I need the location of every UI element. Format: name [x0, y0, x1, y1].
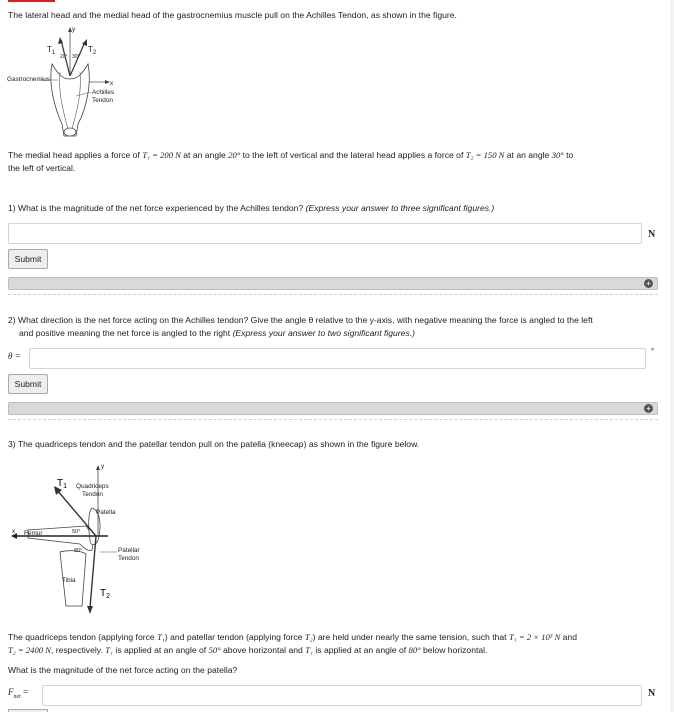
- fig2-tibia-label: Tibia: [62, 577, 76, 584]
- problem1-description: The medial head applies a force of T₁ = 200 N at an angle 20° to the left of vertical and the lateral head applies a force of T₂ = 150 N at an angle 30° to the left of vertical.: [8, 150, 574, 173]
- intro-text: The lateral head and the medial head of the gastrocnemius muscle pull on the Achilles Tendon, as shown in the figure.: [8, 10, 457, 20]
- fig2-quad-label-2: Tendon: [82, 491, 103, 498]
- problem3-description: The quadriceps tendon (applying force T₁) and patellar tendon (applying force T₂) are held under nearly the same tension, such that T₁ = 2 × 10³ N and T₂ = 2400 N, respectively. T₁ is applied at an angle of 50° above horizontal and T₁ is applied at an angle of 80° below horizontal.: [8, 632, 577, 655]
- fnet-unit: N: [648, 688, 656, 699]
- fig2-angle-bottom: 80°: [74, 548, 83, 554]
- fig2-patellar-label-2: Tendon: [118, 555, 139, 562]
- fig1-t2-label: $T_2$: [88, 45, 97, 56]
- q1-submit-button[interactable]: Submit: [8, 249, 48, 269]
- q2-divider: [8, 419, 658, 420]
- expand-icon[interactable]: +: [644, 279, 653, 288]
- fig1-t1-label: $T_1$: [47, 45, 56, 56]
- fig1-tendon-label-2: Tendon: [92, 97, 113, 104]
- fig1-angle-left: 20°: [60, 54, 68, 60]
- fnet-label: $F_{net}$ =: [8, 687, 29, 700]
- q1-unit: N: [648, 229, 656, 240]
- q1-answer-input[interactable]: [8, 223, 642, 244]
- figure-patella: [0, 456, 170, 616]
- q1-divider: [8, 294, 658, 295]
- fig2-patellar-label-1: Patellar: [118, 547, 140, 554]
- fig1-angle-right: 30°: [72, 54, 80, 60]
- fig1-muscle-label: Gastrocnemius: [7, 76, 50, 83]
- fig2-y-label: y: [101, 463, 105, 470]
- top-accent: [8, 0, 55, 2]
- fig2-femur-label: Femur: [24, 530, 43, 537]
- scrollbar-track[interactable]: [670, 0, 674, 712]
- q2-submit-button[interactable]: Submit: [8, 374, 48, 394]
- q2-prompt: 2) What direction is the net force acting on the Achilles tendon? Give the angle θ relative to the y-axis, with negative meaning the force is angled to the left and positive meaning the net force is angled to the right (Express your answer to two significant figures.): [8, 315, 593, 338]
- fig1-x-label: x: [110, 80, 114, 87]
- fnet-answer-input[interactable]: [42, 685, 642, 706]
- q2-unit: °: [651, 347, 655, 356]
- q3-prompt: 3) The quadriceps tendon and the patellar tendon pull on the patella (kneecap) as shown in the figure below.: [8, 439, 420, 449]
- q2-answer-input[interactable]: [29, 348, 646, 369]
- problem3-question: What is the magnitude of the net force acting on the patella?: [8, 665, 238, 675]
- fig1-tendon-label-1: Achilles: [92, 89, 115, 96]
- q1-prompt: 1) What is the magnitude of the net force experienced by the Achilles tendon? (Express your answer to three significant figures.): [8, 203, 495, 213]
- fig2-patella-label: Patella: [96, 509, 116, 516]
- fig2-t2-label: $T_2$: [100, 588, 111, 600]
- q2-theta-label: θ =: [8, 351, 21, 361]
- figure-gastrocnemius: [0, 24, 150, 142]
- fig1-y-label: y: [72, 26, 76, 33]
- q2-feedback-bar[interactable]: [8, 402, 658, 415]
- q1-feedback-bar[interactable]: [8, 277, 658, 290]
- expand-icon[interactable]: +: [644, 404, 653, 413]
- fig2-x-label: x: [12, 528, 16, 535]
- fig2-angle-top: 50°: [72, 529, 81, 535]
- fig2-t1-label: $T_1$: [57, 478, 68, 490]
- fig2-quad-label-1: Quadriceps: [76, 483, 109, 490]
